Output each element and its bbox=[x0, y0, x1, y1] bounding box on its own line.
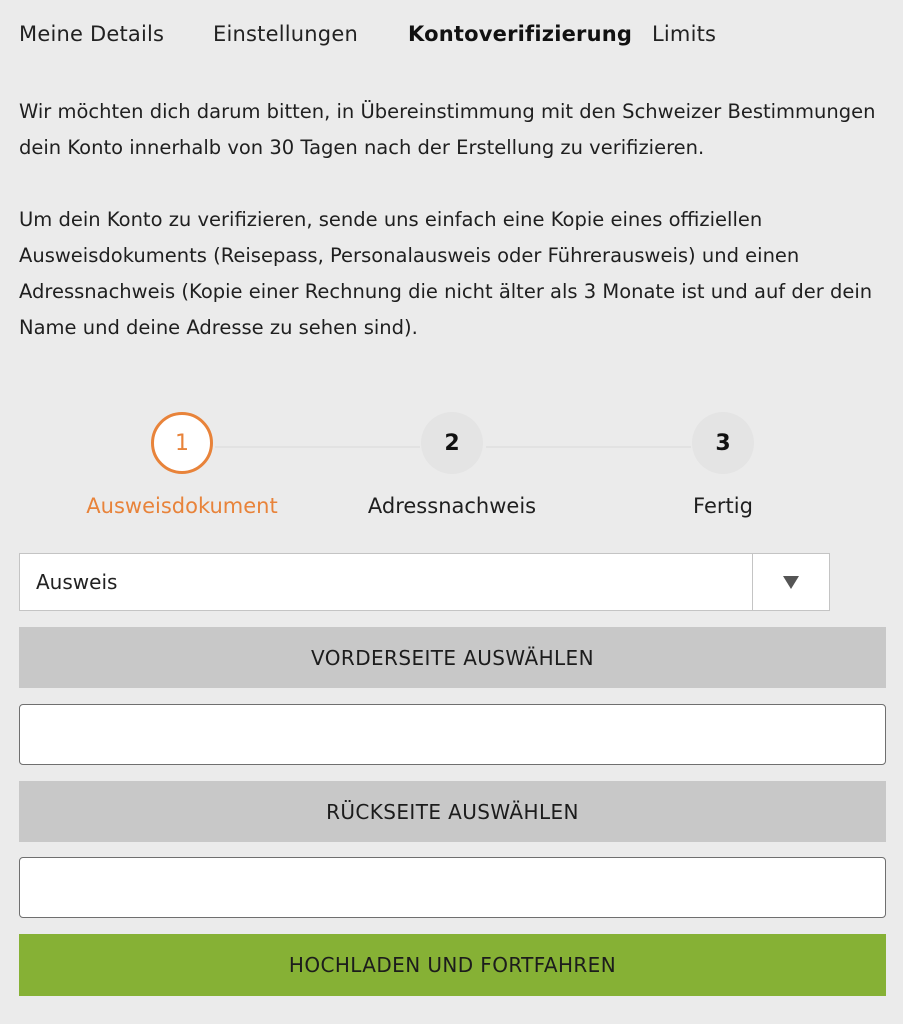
step-ausweisdokument bbox=[62, 412, 302, 518]
upload-continue-button[interactable]: HOCHLADEN UND FORTFAHREN bbox=[19, 934, 886, 996]
step-label: Ausweisdokument bbox=[86, 494, 278, 518]
step-number-circle: 1 bbox=[151, 412, 213, 474]
step-label: Fertig bbox=[693, 494, 753, 518]
intro-paragraph-instructions: Um dein Konto zu verifizieren, sende uns einfach eine Kopie eines offiziellen Ausweisdokuments (Reisepass, Personalausweis oder Führerausweis) und einen Adressnachweis (Kopie einer Rechnung die nicht älter als 3 Monate ist und auf der dein Name und deine Adresse zu sehen sind). bbox=[19, 208, 873, 339]
step-number-circle: 2 bbox=[421, 412, 483, 474]
document-type-value: Ausweis bbox=[36, 570, 118, 594]
dropdown-toggle[interactable] bbox=[752, 554, 829, 610]
step-number-circle: 3 bbox=[692, 412, 754, 474]
tab-meine-details[interactable]: Meine Details bbox=[19, 22, 165, 46]
front-file-field[interactable] bbox=[19, 704, 886, 765]
verification-stepper bbox=[0, 412, 903, 522]
step-label: Adressnachweis bbox=[367, 494, 537, 518]
account-tabs bbox=[19, 14, 732, 54]
select-front-button[interactable]: VORDERSEITE AUSWÄHLEN bbox=[19, 627, 886, 688]
select-back-button[interactable]: RÜCKSEITE AUSWÄHLEN bbox=[19, 781, 886, 842]
verification-intro bbox=[19, 94, 889, 346]
tab-kontoverifizierung[interactable]: Kontoverifizierung bbox=[408, 22, 633, 46]
step-fertig bbox=[603, 412, 843, 518]
tab-limits[interactable]: Limits bbox=[652, 22, 717, 46]
step-adressnachweis bbox=[332, 412, 572, 518]
tab-einstellungen[interactable]: Einstellungen bbox=[213, 22, 358, 46]
back-file-field[interactable] bbox=[19, 857, 886, 918]
intro-paragraph-regulation: Wir möchten dich darum bitten, in Übereinstimmung mit den Schweizer Bestimmungen dein Konto innerhalb von 30 Tagen nach der Erstellung zu verifizieren. bbox=[19, 100, 876, 159]
document-type-select[interactable] bbox=[19, 553, 830, 611]
triangle-down-icon bbox=[783, 576, 799, 589]
